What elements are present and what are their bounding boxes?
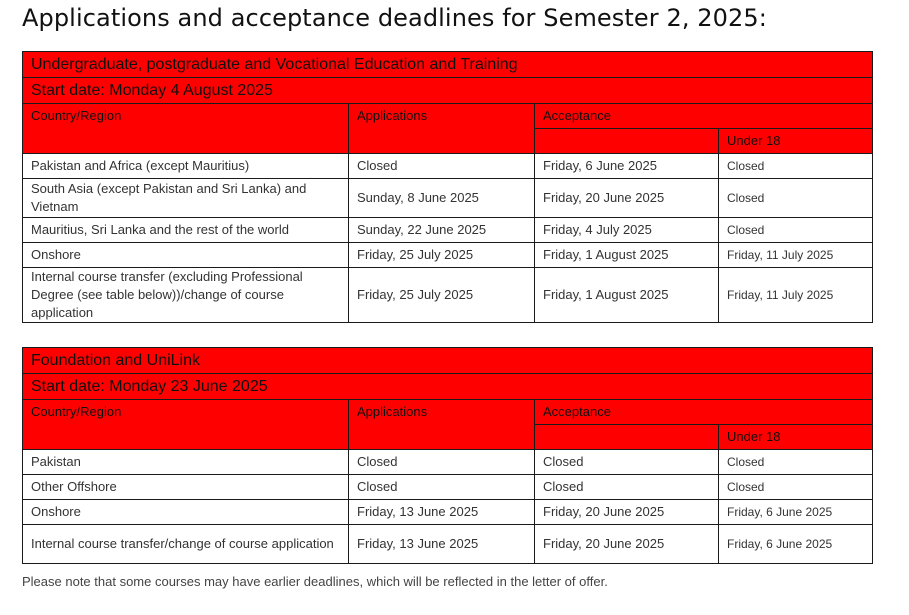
cell-acceptance: Closed [535, 475, 719, 500]
cell-under18: Friday, 6 June 2025 [719, 525, 873, 564]
cell-under18: Friday, 11 July 2025 [719, 268, 873, 323]
table-row [23, 525, 873, 564]
cell-applications: Friday, 13 June 2025 [349, 500, 535, 525]
cell-region: Internal course transfer (excluding Professional Degree (see table below))/change of course application [23, 268, 349, 323]
cell-acceptance: Friday, 20 June 2025 [535, 525, 719, 564]
page-title: Applications and acceptance deadlines for Semester 2, 2025: [22, 4, 767, 32]
column-header-under18: Under 18 [719, 425, 873, 450]
column-header-blank [719, 104, 873, 129]
column-header-region: Country/Region [23, 400, 349, 450]
cell-applications: Friday, 25 July 2025 [349, 243, 535, 268]
start-date: Start date: Monday 4 August 2025 [23, 78, 873, 104]
cell-region: Pakistan [23, 450, 349, 475]
cell-under18: Friday, 6 June 2025 [719, 500, 873, 525]
table-heading: Undergraduate, postgraduate and Vocational Education and Training [23, 52, 873, 78]
cell-under18: Closed [719, 450, 873, 475]
table-row [23, 179, 873, 218]
column-subheader-blank [535, 425, 719, 450]
cell-region: Internal course transfer/change of course application [23, 525, 349, 564]
start-date-row [23, 374, 873, 400]
cell-applications: Closed [349, 450, 535, 475]
table-row [23, 450, 873, 475]
column-header-row [23, 104, 873, 129]
cell-acceptance: Friday, 20 June 2025 [535, 179, 719, 218]
cell-acceptance: Closed [535, 450, 719, 475]
cell-under18: Closed [719, 218, 873, 243]
footnote: Please note that some courses may have earlier deadlines, which will be reflected in the letter of offer. [22, 574, 608, 589]
column-subheader-blank [535, 129, 719, 154]
column-header-applications: Applications [349, 104, 535, 154]
column-header-row [23, 400, 873, 425]
cell-acceptance: Friday, 20 June 2025 [535, 500, 719, 525]
cell-under18: Friday, 11 July 2025 [719, 243, 873, 268]
column-header-blank [719, 400, 873, 425]
start-date: Start date: Monday 23 June 2025 [23, 374, 873, 400]
column-header-applications: Applications [349, 400, 535, 450]
start-date-row [23, 78, 873, 104]
cell-applications: Closed [349, 154, 535, 179]
cell-applications: Sunday, 8 June 2025 [349, 179, 535, 218]
table-heading: Foundation and UniLink [23, 348, 873, 374]
table-row [23, 500, 873, 525]
cell-region: Other Offshore [23, 475, 349, 500]
cell-region: Pakistan and Africa (except Mauritius) [23, 154, 349, 179]
cell-under18: Closed [719, 154, 873, 179]
column-header-under18: Under 18 [719, 129, 873, 154]
table-row [23, 268, 873, 323]
cell-applications: Friday, 25 July 2025 [349, 268, 535, 323]
table-row [23, 475, 873, 500]
cell-region: Onshore [23, 500, 349, 525]
cell-applications: Sunday, 22 June 2025 [349, 218, 535, 243]
cell-acceptance: Friday, 1 August 2025 [535, 243, 719, 268]
deadline-table-undergraduate [22, 51, 873, 323]
table-row [23, 243, 873, 268]
cell-applications: Closed [349, 475, 535, 500]
table-heading-row [23, 52, 873, 78]
cell-region: South Asia (except Pakistan and Sri Lanka) and Vietnam [23, 179, 349, 218]
cell-acceptance: Friday, 6 June 2025 [535, 154, 719, 179]
cell-under18: Closed [719, 475, 873, 500]
deadline-table-foundation [22, 347, 873, 564]
cell-region: Mauritius, Sri Lanka and the rest of the world [23, 218, 349, 243]
cell-acceptance: Friday, 1 August 2025 [535, 268, 719, 323]
cell-region: Onshore [23, 243, 349, 268]
table-row [23, 218, 873, 243]
table-row [23, 154, 873, 179]
cell-under18: Closed [719, 179, 873, 218]
column-header-region: Country/Region [23, 104, 349, 154]
table-heading-row [23, 348, 873, 374]
column-header-acceptance: Acceptance [535, 104, 719, 129]
cell-applications: Friday, 13 June 2025 [349, 525, 535, 564]
cell-acceptance: Friday, 4 July 2025 [535, 218, 719, 243]
column-header-acceptance: Acceptance [535, 400, 719, 425]
